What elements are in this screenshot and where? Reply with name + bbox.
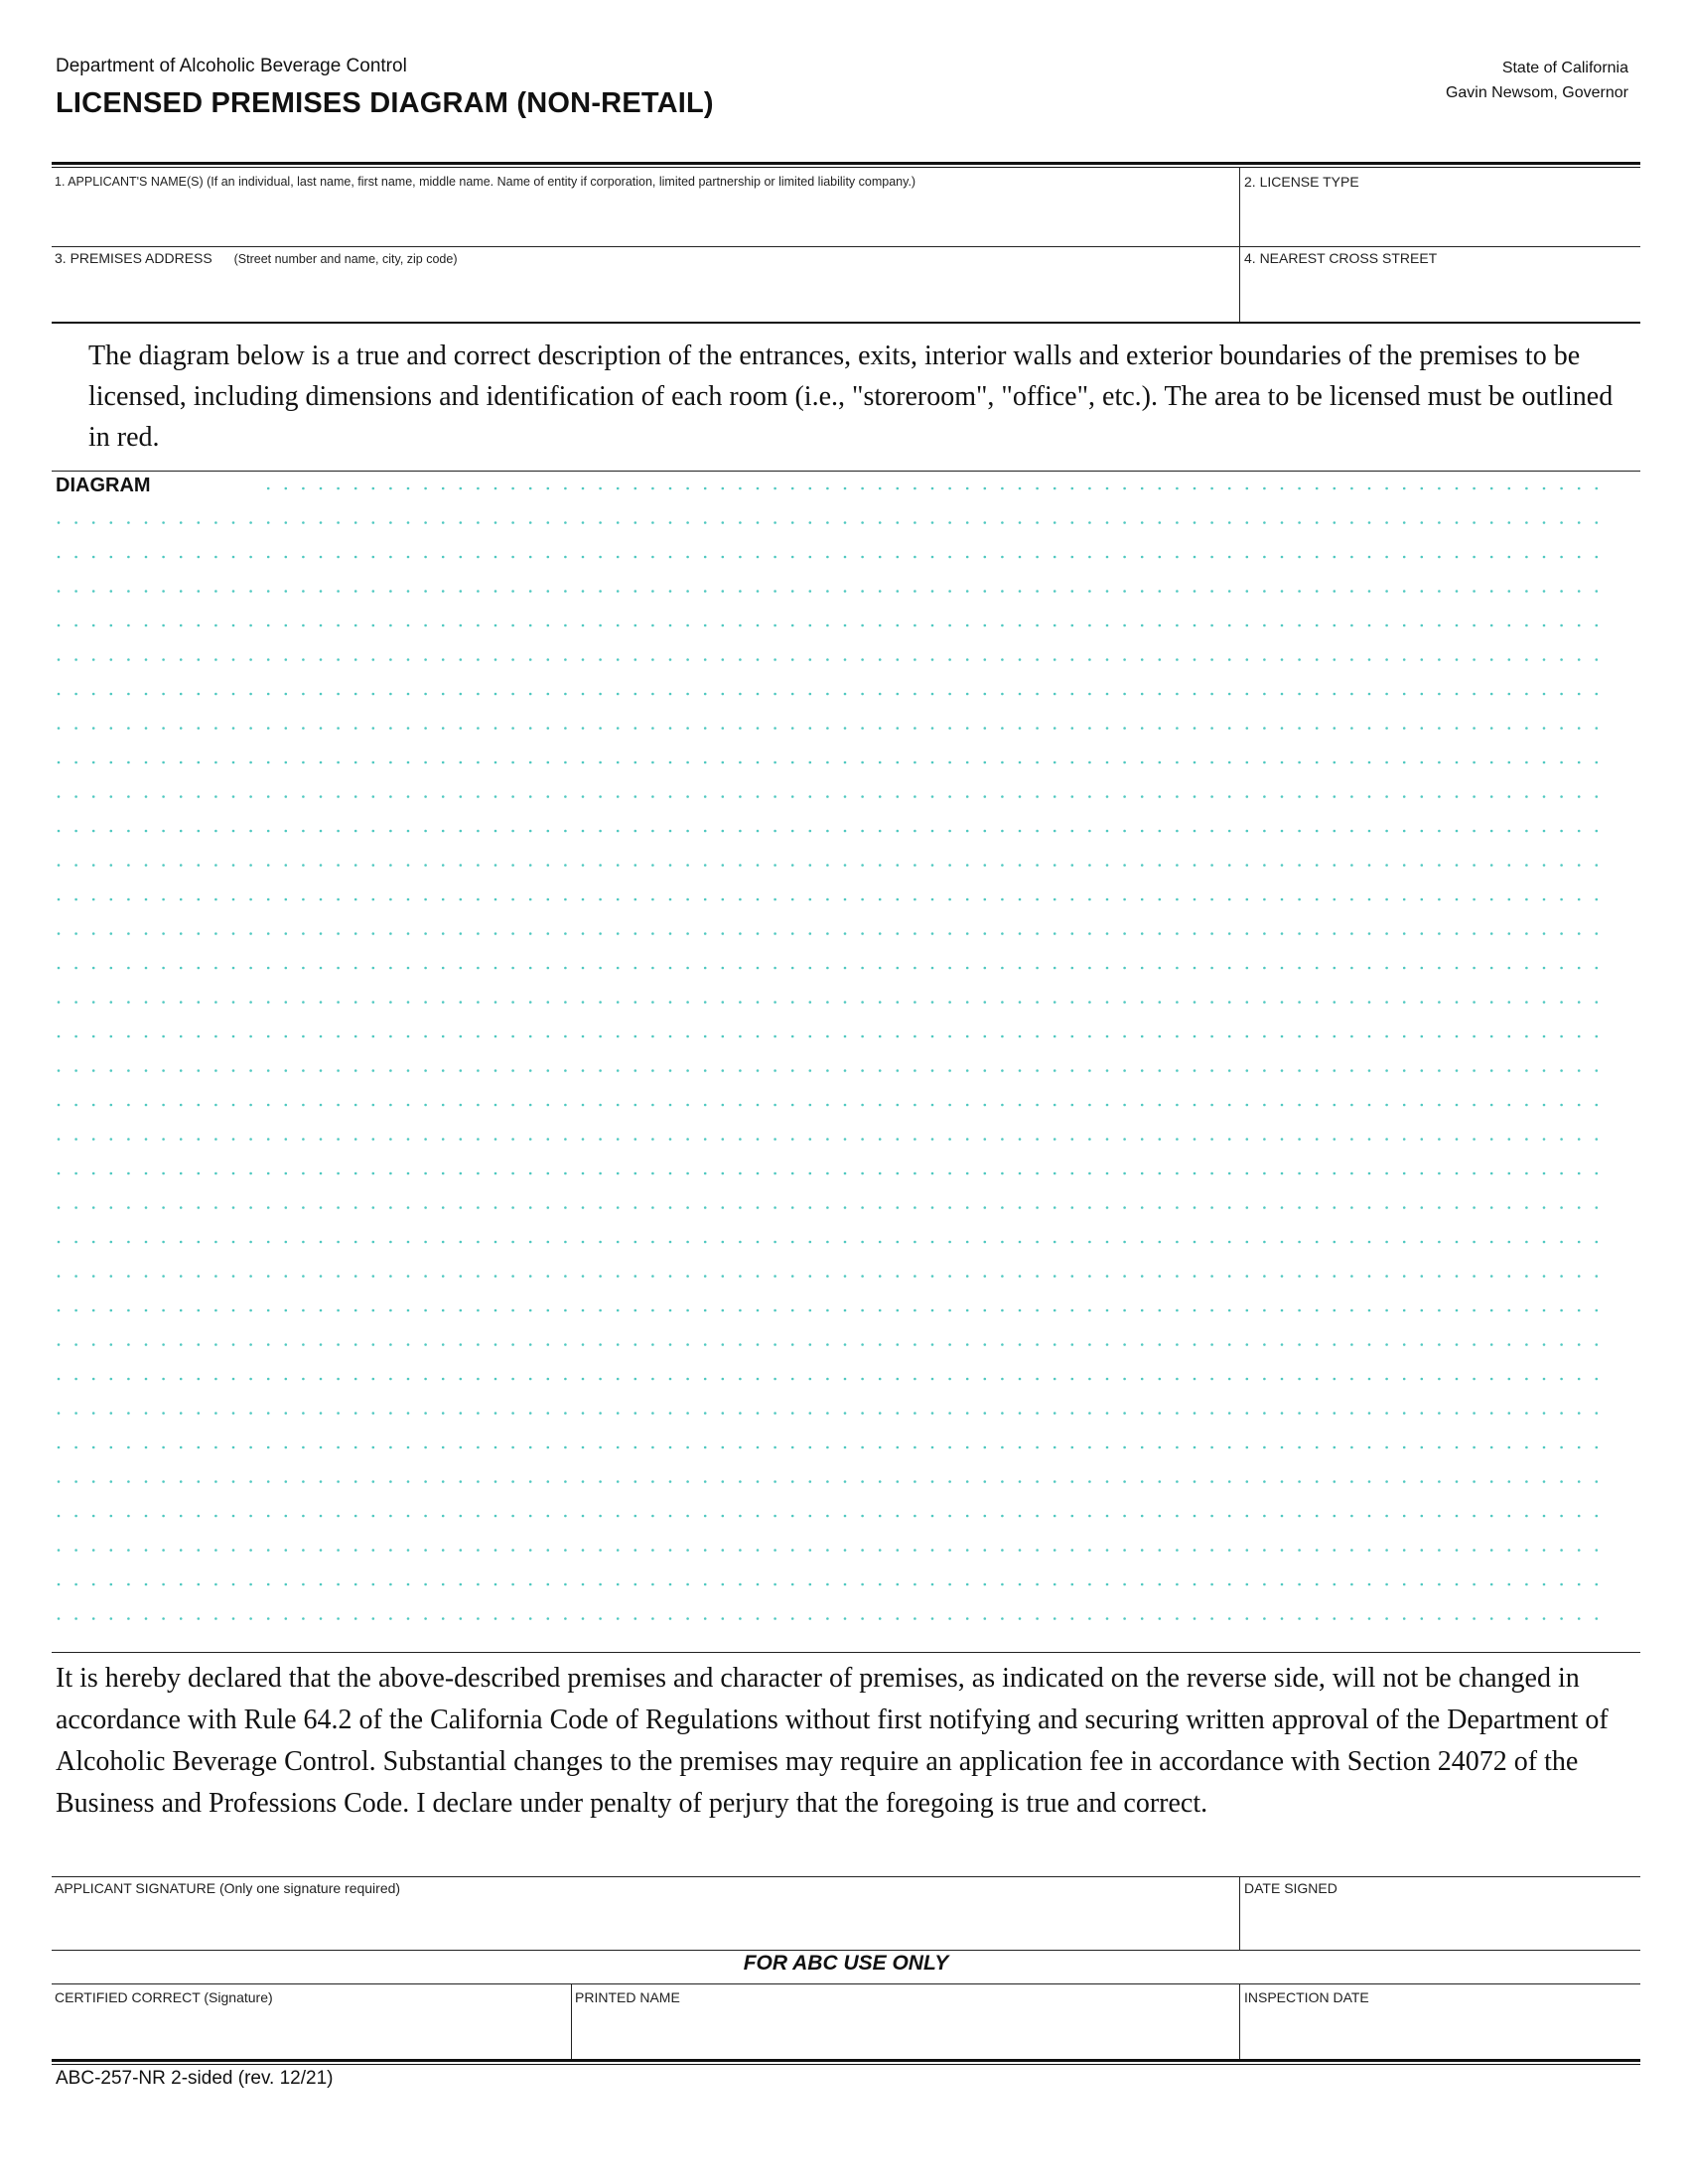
- inspection-date-field[interactable]: [1245, 2009, 1634, 2057]
- cross-street-field[interactable]: [1245, 272, 1634, 318]
- signature-divider: [1239, 1876, 1240, 1950]
- certified-correct-label: CERTIFIED CORRECT (Signature): [55, 1989, 273, 2005]
- abc-use-bottom-rule: [52, 1983, 1640, 1984]
- premises-address-label-group: [55, 250, 457, 266]
- form-title: LICENSED PREMISES DIAGRAM (NON-RETAIL): [56, 87, 714, 119]
- certified-correct-field[interactable]: [56, 2009, 562, 2057]
- applicant-name-label: 1. APPLICANT'S NAME(S) (If an individual, last name, first name, middle name. Name of entity if corporation, limited partnership or limited liability company.): [55, 175, 916, 189]
- top-double-rule: [52, 162, 1640, 168]
- date-signed-label: DATE SIGNED: [1244, 1880, 1337, 1896]
- license-type-label: 2. LICENSE TYPE: [1244, 174, 1359, 190]
- cross-street-label: 4. NEAREST CROSS STREET: [1244, 250, 1438, 266]
- signature-top-rule: [52, 1876, 1640, 1877]
- printed-name-field[interactable]: [576, 2009, 1231, 2057]
- license-type-field[interactable]: [1245, 195, 1634, 242]
- field-divider: [1239, 167, 1240, 322]
- state-name: State of California: [1501, 60, 1628, 76]
- abc-divider-1: [571, 1983, 572, 2059]
- applicant-name-field[interactable]: [56, 195, 1227, 242]
- grid-dots: [58, 487, 1598, 1648]
- diagram-label: DIAGRAM: [56, 475, 151, 496]
- form-code: ABC-257-NR 2-sided (rev. 12/21): [56, 2068, 334, 2089]
- premises-address-hint: (Street number and name, city, zip code): [233, 252, 458, 266]
- printed-name-label: PRINTED NAME: [575, 1989, 680, 2005]
- abc-use-heading: FOR ABC USE ONLY: [743, 1952, 949, 1975]
- inspection-date-label: INSPECTION DATE: [1244, 1989, 1369, 2005]
- instructions-text: The diagram below is a true and correct description of the entrances, exits, interior walls and exterior boundaries of the premises to be licensed, including dimensions and identification of each room (i.e., "storeroom", "office", etc.). The area to be licensed must be outlined in red.: [88, 341, 1614, 453]
- premises-address-label: 3. PREMISES ADDRESS: [55, 250, 212, 266]
- diagram-dot-grid[interactable]: [56, 475, 1605, 1648]
- governor-name: Gavin Newsom, Governor: [1445, 84, 1628, 101]
- applicant-signature-field[interactable]: [56, 1900, 1227, 1948]
- abc-divider-2: [1239, 1983, 1240, 2059]
- applicant-signature-label: APPLICANT SIGNATURE (Only one signature required): [55, 1880, 401, 1896]
- diagram-bottom-rule: [52, 1652, 1640, 1653]
- abc-use-top-rule: [52, 1950, 1640, 1951]
- department-name: Department of Alcoholic Beverage Control: [56, 56, 407, 76]
- bottom-double-rule: [52, 2059, 1640, 2065]
- premises-address-field[interactable]: [56, 272, 1227, 318]
- diagram-top-rule: [52, 471, 1640, 472]
- declaration-text: It is hereby declared that the above-described premises and character of premises, as indicated on the reverse side, will not be changed in accordance with Rule 64.2 of the California Code of Regulations without first notifying and securing written approval of the Department of Alcoholic Beverage Control. Substantial changes to the premises may require an application fee in accordance with Section 24072 of the Business and Professions Code. I declare under penalty of perjury that the foregoing is true and correct.: [56, 1663, 1609, 1819]
- state-block: [1446, 56, 1628, 105]
- section-rule: [52, 322, 1640, 324]
- row-divider: [52, 246, 1640, 247]
- date-signed-field[interactable]: [1245, 1900, 1634, 1948]
